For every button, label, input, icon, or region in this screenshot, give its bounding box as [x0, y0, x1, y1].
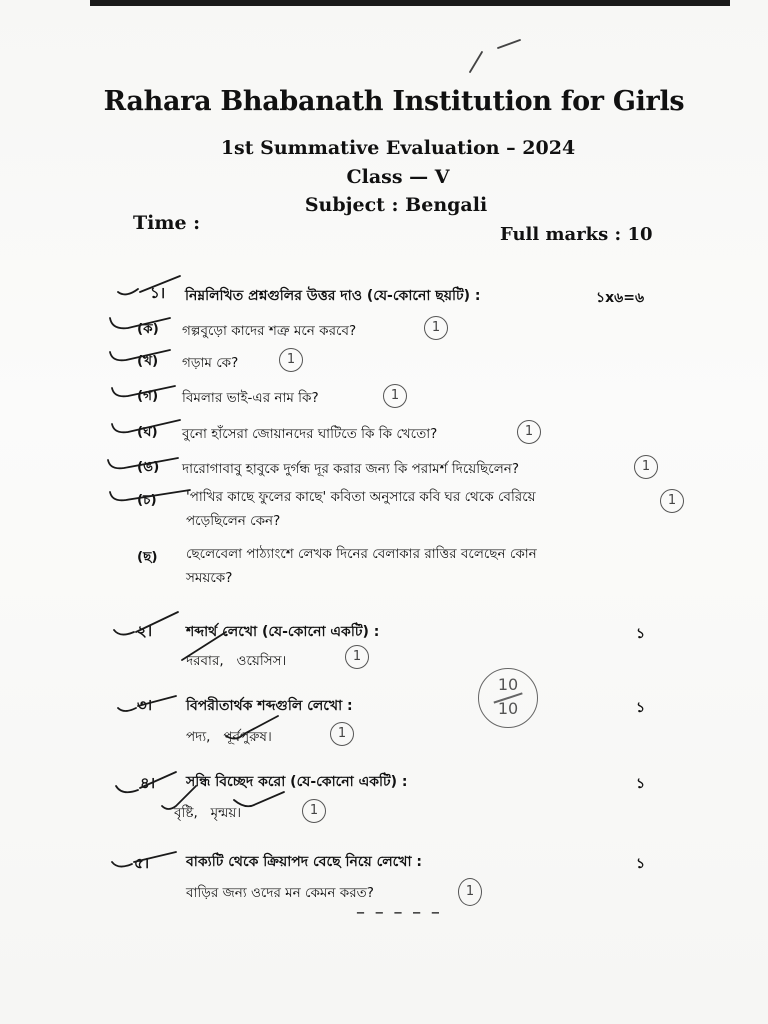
q1-text: নিম্নলিখিত প্রশ্নগুলির উত্তর দাও (যে-কোনো ছয়টি) : — [185, 288, 481, 304]
q1b-score: 1 — [279, 348, 303, 372]
class-label: Class — V — [346, 166, 450, 188]
end-mark: – – – – – — [356, 902, 442, 923]
q1g-text-cont: সময়কে? — [186, 570, 233, 586]
tick-q1e — [108, 458, 178, 468]
tick-q3 — [118, 696, 176, 711]
tick-q1c — [112, 386, 175, 396]
q4-answer: বৃষ্টি, মৃন্ময়। — [174, 805, 242, 821]
q3-marks: ১ — [636, 700, 646, 716]
full-marks: Full marks : 10 — [500, 224, 653, 245]
tick-q4 — [116, 772, 176, 792]
q1d-label: (ঘ) — [137, 424, 158, 440]
q3-number: ৩। — [137, 696, 153, 714]
total-score-numerator: 10 — [497, 675, 519, 694]
tick-q1a — [110, 318, 170, 328]
q2-answer: দরবার, ওয়েসিস। — [186, 653, 287, 669]
q5-number: ৫। — [134, 854, 150, 872]
q3-score: 1 — [330, 722, 354, 746]
q3-text: বিপরীতার্থক শব্দগুলি লেখো : — [186, 698, 353, 714]
q5-score: 1 — [458, 878, 482, 906]
tick-q2-answer — [182, 632, 226, 660]
pen-stroke-top — [470, 40, 520, 72]
q1-number: ১। — [150, 284, 166, 302]
q1a-text: গল্পবুড়ো কাদের শত্রু মনে করবে? — [182, 323, 357, 339]
q5-text: বাক্যটি থেকে ক্রিয়াপদ বেছে নিয়ে লেখো : — [186, 854, 423, 870]
time-label: Time : — [133, 212, 201, 234]
q2-number: ২। — [137, 622, 153, 640]
q1c-label: (গ) — [137, 388, 159, 404]
q3-answer: পদ্য, পূর্বপুরুষ। — [186, 729, 272, 745]
q1b-label: (খ) — [137, 353, 159, 369]
tick-q4-answer-b — [234, 792, 284, 806]
q1f-score: 1 — [660, 489, 684, 513]
q2-text: শব্দার্থ লেখো (যে-কোনো একটি) : — [186, 624, 380, 640]
q1g-label: (ছ) — [137, 549, 158, 565]
q4-number: ৪। — [140, 774, 156, 792]
q1e-score: 1 — [634, 455, 658, 479]
q1d-score: 1 — [517, 420, 541, 444]
total-score-denominator: 10 — [497, 699, 519, 718]
q4-marks: ১ — [636, 776, 646, 792]
tick-q1b — [110, 350, 170, 360]
tick-q4-answer-a — [162, 786, 196, 809]
tick-q1d — [112, 420, 180, 432]
q1-marks: ১x৬=৬ — [596, 290, 645, 306]
tick-q2 — [114, 612, 178, 635]
q2-score: 1 — [345, 645, 369, 669]
q1c-text: বিমলার ভাই-এর নাম কি? — [182, 390, 319, 406]
q2-marks: ১ — [636, 626, 646, 642]
tick-q1f — [110, 490, 190, 500]
tick-q3-answer — [226, 716, 278, 739]
subject-label: Subject : Bengali — [304, 194, 488, 216]
q4-text: সন্ধি বিচ্ছেদ করো (যে-কোনো একটি) : — [186, 774, 408, 790]
exam-title: 1st Summative Evaluation – 2024 — [220, 137, 576, 159]
q1c-score: 1 — [383, 384, 407, 408]
q4-score: 1 — [302, 799, 326, 823]
q1f-text: 'পাখির কাছে ফুলের কাছে' কবিতা অনুসারে কবি ঘর থেকে বেরিয়ে — [186, 489, 536, 505]
q1f-text-cont: পড়েছিলেন কেন? — [186, 513, 281, 529]
q5-marks: ১ — [636, 856, 646, 872]
tick-q1 — [118, 276, 180, 294]
q1a-score: 1 — [424, 316, 448, 340]
tick-q5 — [112, 852, 176, 867]
q5-answer: বাড়ির জন্য ওদের মন কেমন করত? — [186, 885, 374, 901]
q1b-text: গড়াম কে? — [182, 355, 239, 371]
q1g-text: ছেলেবেলা পাঠ্যাংশে লেখক দিনের বেলাকার রাত্তির বলেছেন কোন — [186, 546, 537, 562]
q1a-label: (ক) — [137, 321, 159, 337]
q1d-text: বুনো হাঁসেরা জোয়ানদের ঘাটিতে কি কি খেতো? — [182, 426, 438, 442]
q1e-label: (ঙ) — [137, 459, 160, 475]
q1f-label: (চ) — [137, 492, 157, 508]
q1e-text: দারোগাবাবু হাবুকে দুর্গন্ধ দূর করার জন্য কি পরামর্শ দিয়েছিলেন? — [182, 461, 519, 477]
school-name: Rahara Bhabanath Institution for Girls — [103, 86, 685, 117]
